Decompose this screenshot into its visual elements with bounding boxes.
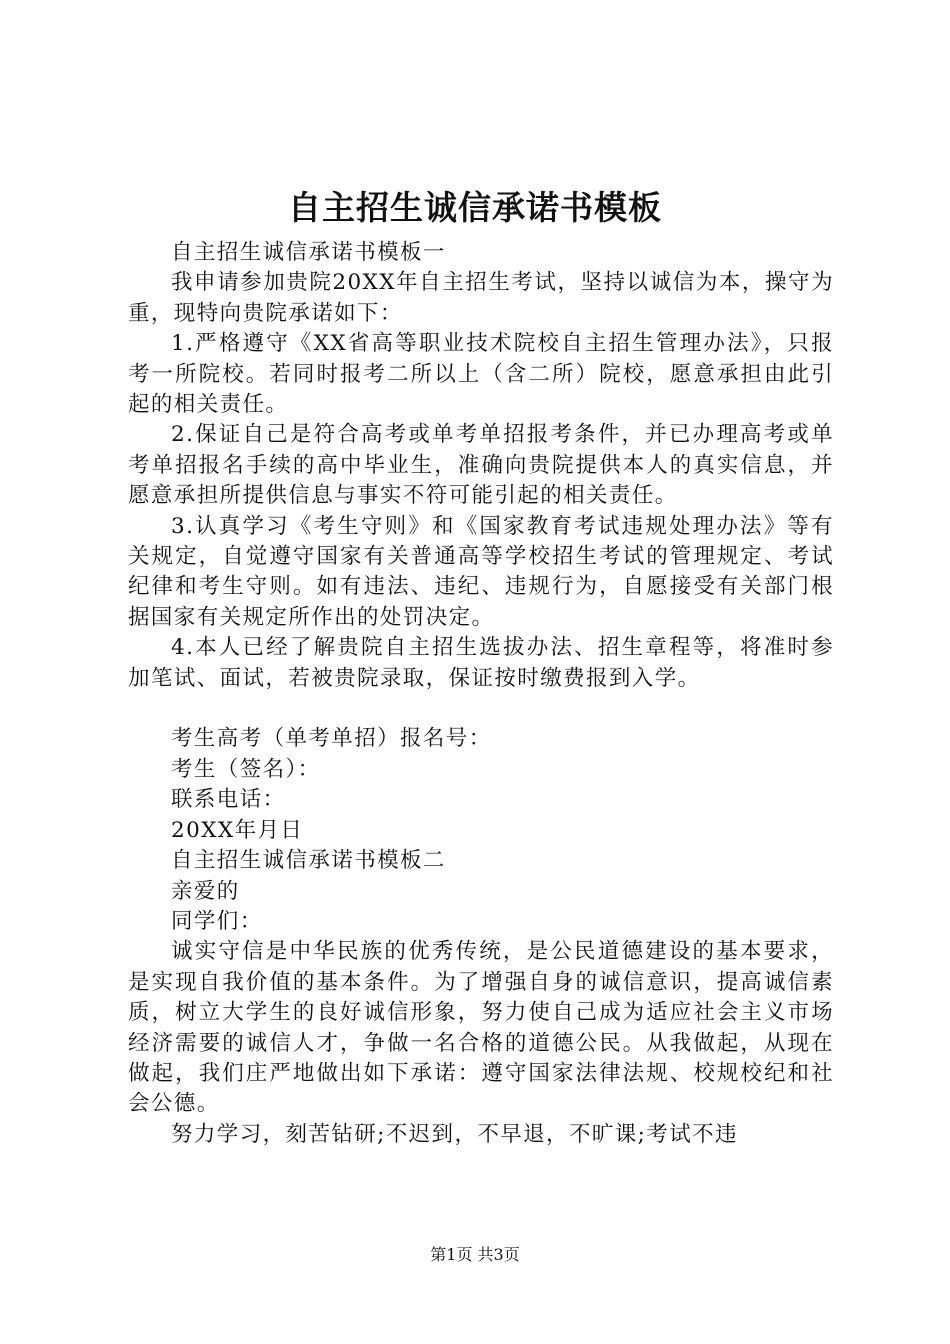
page-number-footer: 第1页 共3页	[430, 1245, 520, 1264]
date-line: 20XX年月日	[171, 817, 304, 843]
paragraph-item-2: 2.保证自己是符合高考或单考单招报考条件，并已办理高考或单考单招报名手续的高中毕业生，准确向贵院提供本人的真实信息，并愿意承担所提供信息与事实不符可能引起的相关责任。	[128, 422, 834, 509]
paragraph-study: 努力学习，刻苦钻研;不迟到，不早退，不旷课;考试不违	[171, 1121, 738, 1147]
paragraph-item-1: 1.严格遵守《XX省高等职业技术院校自主招生管理办法》，只报考一所院校。若同时报考二所以上（含二所）院校，愿意承担由此引起的相关责任。	[128, 331, 834, 418]
blank-line	[128, 694, 834, 724]
salutation-line-1: 亲爱的	[171, 878, 240, 904]
paragraph-integrity: 诚实守信是中华民族的优秀传统，是公民道德建设的基本要求，是实现自我价值的基本条件。为了增强自身的诚信意识，提高诚信素质，树立大学生的良好诚信形象，努力使自己成为适应社会主义市场经济需要的诚信人才，争做一名合格的道德公民。从我做起，从现在做起，我们庄严地做出如下承诺：遵守国家法律法规、校规校纪和社会公德。	[128, 939, 834, 1117]
salutation-line-2: 同学们：	[171, 908, 263, 934]
signature-line: 考生（签名）：	[171, 756, 321, 782]
paragraph-item-3: 3.认真学习《考生守则》和《国家教育考试违规处理办法》等有关规定，自觉遵守国家有关普通高等学校招生考试的管理规定、考试纪律和考生守则。如有违法、违纪、违规行为，自愿接受有关部门根据国家有关规定所作出的处罚决定。	[128, 513, 834, 630]
paragraph-intro: 我申请参加贵院20XX年自主招生考试，坚持以诚信为本，操守为重，现特向贵院承诺如下：	[128, 270, 834, 326]
section-heading-template-one: 自主招生诚信承诺书模板一	[171, 240, 446, 265]
phone-line: 联系电话：	[171, 787, 286, 813]
section-heading-template-two: 自主招生诚信承诺书模板二	[171, 848, 446, 874]
document-body	[128, 238, 834, 1150]
document-title: 自主招生诚信承诺书模板	[288, 188, 662, 227]
registration-number-line: 考生高考（单考单招）报名号：	[171, 726, 492, 752]
paragraph-item-4: 4.本人已经了解贵院自主招生选拔办法、招生章程等，将准时参加笔试、面试，若被贵院录取，保证按时缴费报到入学。	[128, 635, 834, 691]
